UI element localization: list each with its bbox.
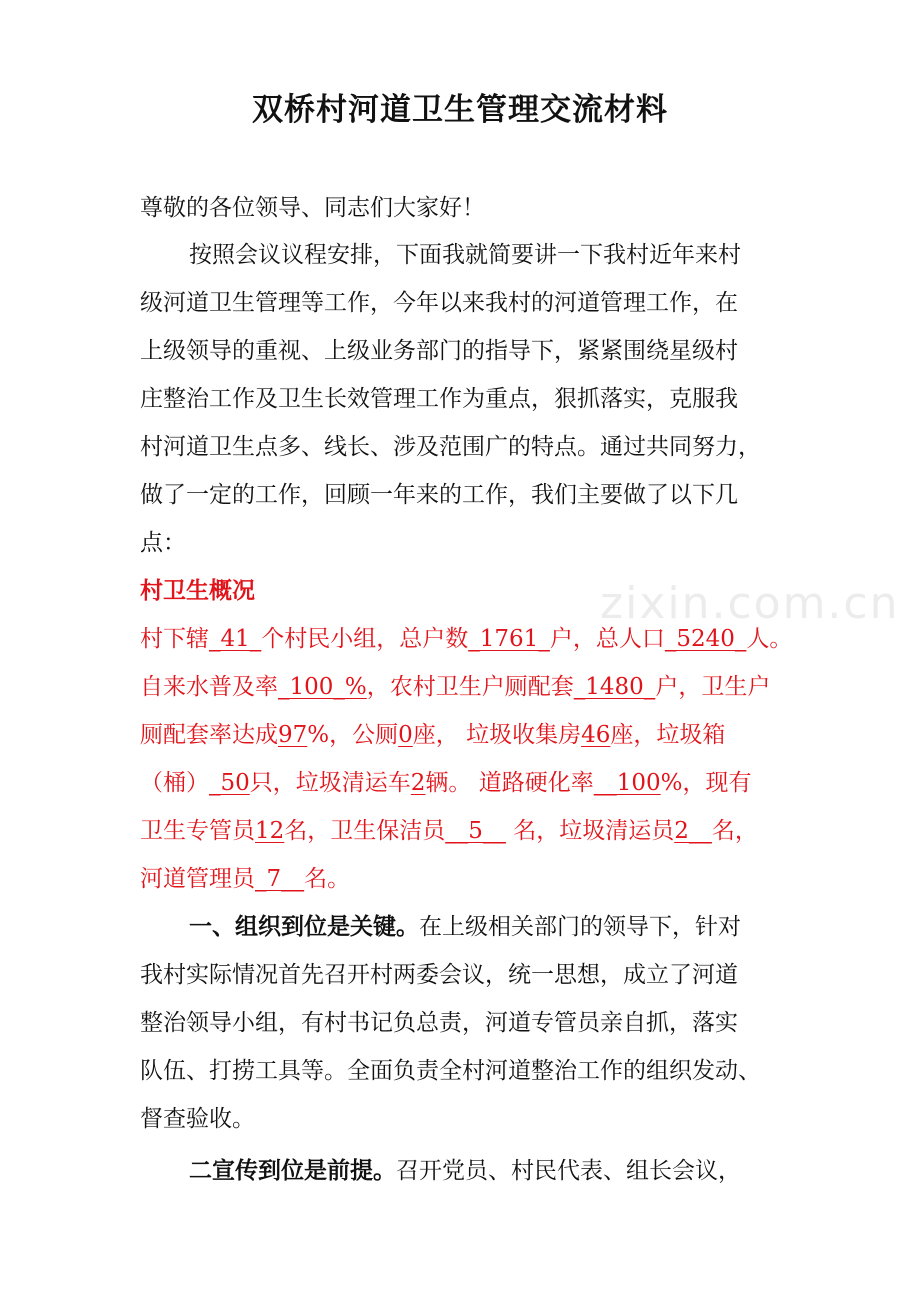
overview-line-5: [140, 816, 758, 846]
section2-text: 召开党员、村民代表、组长会议，: [396, 1158, 741, 1184]
overview-line-4: [140, 768, 752, 798]
section1-heading: 一、组织到位是关键。: [189, 913, 419, 940]
greeting: 尊敬的各位领导、同志们大家好！: [140, 195, 485, 221]
watermark: zixin.com.cn: [600, 578, 900, 629]
road-rate-value: __100: [593, 770, 661, 796]
trucks-value: 2: [410, 770, 426, 796]
groups-value: _41_: [209, 626, 262, 652]
section1-line-5: 督查验收。: [140, 1106, 255, 1132]
overview-line-1: [140, 624, 792, 654]
section1-text: 在上级相关部门的领导下，针对: [419, 914, 741, 940]
overview-text: 个村民小组，总户数: [261, 626, 469, 652]
overview-line-3: [140, 720, 725, 750]
overview-text: %，现有: [660, 770, 752, 796]
population-value: _5240_: [664, 626, 747, 652]
cleaners-value: __5__: [445, 818, 506, 844]
overview-text: 名，垃圾清运员: [505, 818, 675, 844]
intro-line-3: 上级领导的重视、上级业务部门的指导下，紧紧围绕星级村: [140, 338, 738, 364]
overview-text: ，农村卫生户厕配套: [366, 674, 574, 700]
garbage-rooms-value: 46: [581, 722, 611, 748]
overview-text: 只，垃圾清运车: [249, 770, 411, 796]
section1-line-3: 整治领导小组，有村书记负总责，河道专管员亲自抓，落实: [140, 1010, 738, 1036]
river-managers-value: _7__: [255, 866, 305, 892]
overview-line-6: [140, 864, 350, 894]
overview-text: 村下辖: [140, 626, 209, 652]
overview-text: 名。: [304, 866, 351, 892]
overview-heading: 村卫生概况: [140, 577, 255, 604]
bins-value: _50: [209, 770, 250, 796]
overview-text: 名，卫生保洁员: [284, 818, 446, 844]
water-rate-value: _100_%: [278, 674, 367, 700]
section1-line-2: 我村实际情况首先召开村两委会议，统一思想，成立了河道: [140, 962, 738, 988]
intro-line-1: 按照会议议程安排，下面我就简要讲一下我村近年来村: [189, 242, 741, 268]
overview-text: 座， 垃圾收集房: [412, 722, 582, 748]
intro-line-6: 做了一定的工作，回顾一年来的工作，我们主要做了以下几: [140, 482, 738, 508]
overview-text: 辆。 道路硬化率: [425, 770, 594, 796]
overview-text: 卫生专管员: [140, 818, 255, 844]
toilet-rate-value: 97: [278, 722, 308, 748]
document-title: 双桥村河道卫生管理交流材料: [252, 92, 668, 128]
overview-text: 厕配套率达成: [140, 722, 278, 748]
overview-line-2: [140, 672, 770, 702]
overview-text: 人。: [746, 626, 793, 652]
overview-text: （桶）: [140, 770, 209, 796]
toilets-value: _1480_: [573, 674, 656, 700]
overview-text: 河道管理员: [140, 866, 255, 892]
intro-line-4: 庄整治工作及卫生长效管理工作为重点，狠抓落实，克服我: [140, 386, 738, 412]
overview-text: 座，垃圾箱: [610, 722, 726, 748]
households-value: _1761_: [468, 626, 550, 652]
intro-line-7: 点：: [140, 530, 186, 556]
overview-text: 自来水普及率: [140, 674, 278, 700]
section2-heading: 二宣传到位是前提。: [189, 1157, 396, 1184]
overview-text: 户，总人口: [549, 626, 665, 652]
section1-first-line: [189, 912, 741, 942]
intro-line-5: 村河道卫生点多、线长、涉及范围广的特点。通过共同努力，: [140, 434, 761, 460]
overview-text: 名，: [711, 818, 758, 844]
section1-line-4: 队伍、打捞工具等。全面负责全村河道整治工作的组织发动、: [140, 1058, 761, 1084]
garbage-staff-value: 2__: [674, 818, 712, 844]
section2-first-line: [189, 1156, 741, 1186]
sanitation-managers-value: 12: [255, 818, 285, 844]
overview-text: %，公厕: [307, 722, 399, 748]
overview-text: 户，卫生户: [655, 674, 771, 700]
public-toilets-value: 0: [398, 722, 413, 748]
intro-line-2: 级河道卫生管理等工作，今年以来我村的河道管理工作，在: [140, 290, 738, 316]
